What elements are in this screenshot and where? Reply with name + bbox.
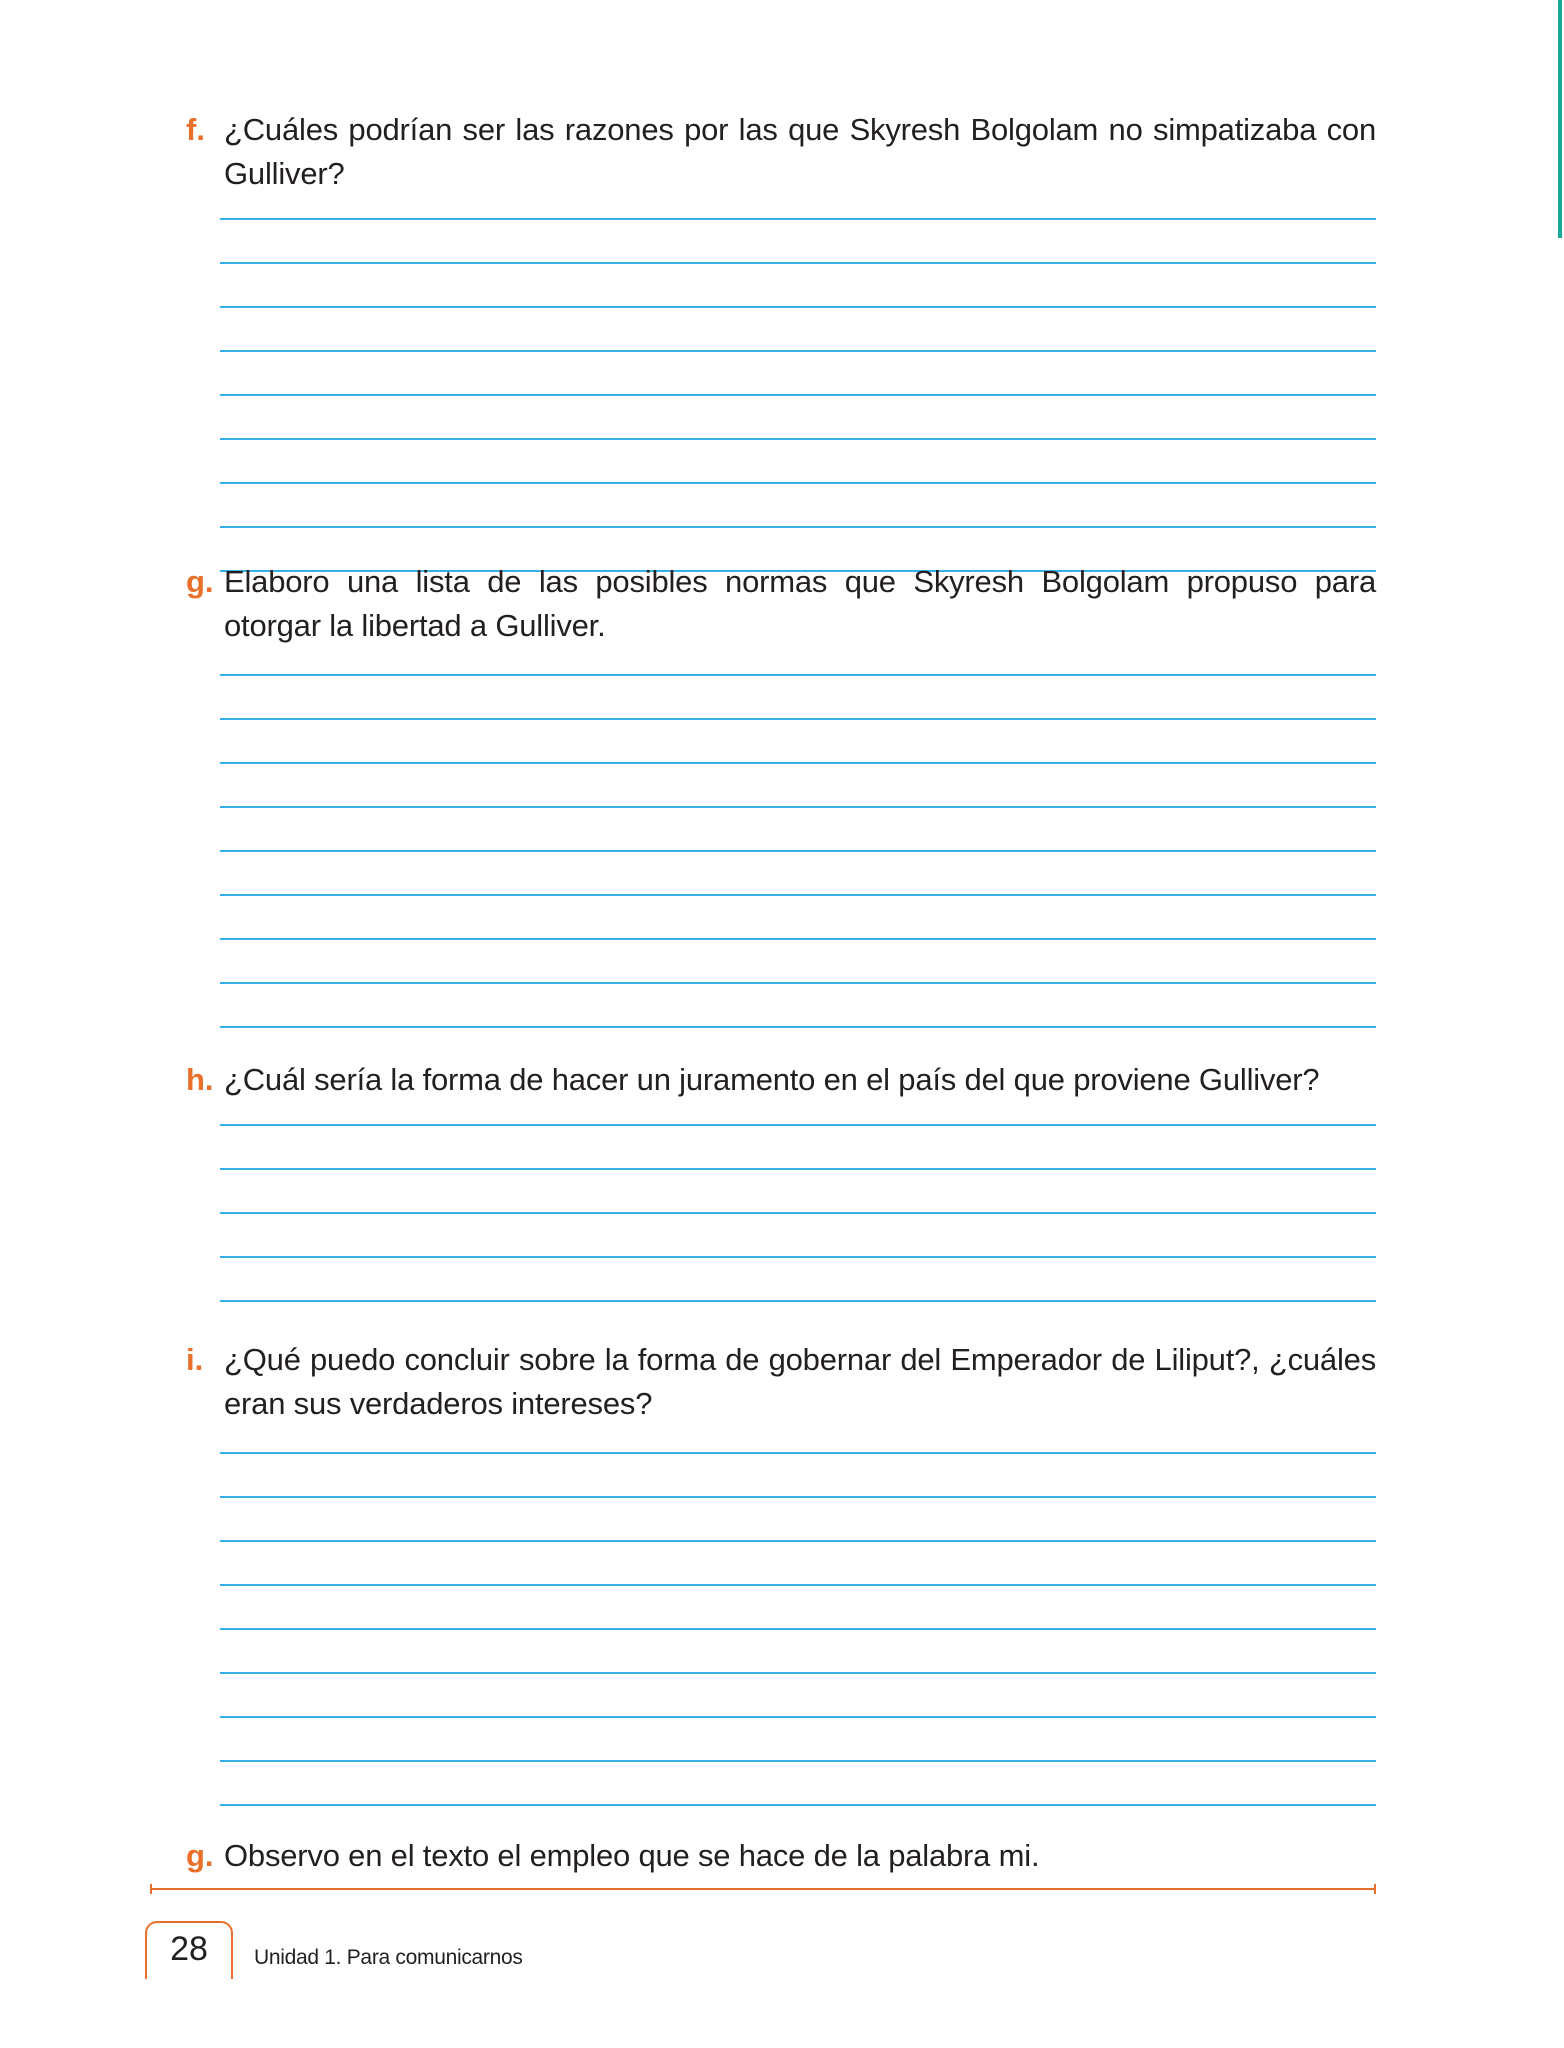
answer-line[interactable] bbox=[220, 262, 1376, 264]
answer-line[interactable] bbox=[220, 1804, 1376, 1806]
answer-line[interactable] bbox=[220, 718, 1376, 720]
answer-line[interactable] bbox=[220, 1212, 1376, 1214]
answer-line[interactable] bbox=[220, 1540, 1376, 1542]
answer-line[interactable] bbox=[220, 1452, 1376, 1454]
answer-line[interactable] bbox=[220, 1672, 1376, 1674]
answer-line[interactable] bbox=[220, 1496, 1376, 1498]
question-letter: f. bbox=[186, 112, 205, 147]
answer-line[interactable] bbox=[220, 1300, 1376, 1302]
question-text: Observo en el texto el empleo que se hace de la palabra mi. bbox=[224, 1838, 1040, 1873]
answer-line[interactable] bbox=[220, 1256, 1376, 1258]
question-text: ¿Qué puedo concluir sobre la forma de gobernar del Emperador de Liliput?, ¿cuáles eran sus verdaderos intereses? bbox=[224, 1342, 1376, 1421]
footer-divider bbox=[150, 1888, 1376, 1890]
answer-line[interactable] bbox=[220, 1628, 1376, 1630]
answer-line[interactable] bbox=[220, 674, 1376, 676]
answer-line[interactable] bbox=[220, 482, 1376, 484]
answer-line[interactable] bbox=[220, 438, 1376, 440]
answer-line[interactable] bbox=[220, 218, 1376, 220]
question-text: Elaboro una lista de las posibles normas que Skyresh Bolgolam propuso para otorgar la libertad a Gulliver. bbox=[224, 564, 1376, 643]
answer-lines[interactable] bbox=[220, 218, 1376, 572]
answer-line[interactable] bbox=[220, 806, 1376, 808]
edge-accent-bar bbox=[1558, 0, 1562, 238]
question-letter: h. bbox=[186, 1062, 214, 1097]
question-letter: g. bbox=[186, 564, 214, 599]
question-g-second bbox=[186, 1834, 1376, 1878]
answer-line[interactable] bbox=[220, 306, 1376, 308]
answer-lines[interactable] bbox=[220, 674, 1376, 1028]
answer-line[interactable] bbox=[220, 394, 1376, 396]
answer-line[interactable] bbox=[220, 1026, 1376, 1028]
question-f bbox=[186, 108, 1376, 572]
answer-line[interactable] bbox=[220, 1760, 1376, 1762]
question-letter: g. bbox=[186, 1838, 214, 1873]
question-text: ¿Cuáles podrían ser las razones por las que Skyresh Bolgolam no simpatizaba con Gulliver? bbox=[224, 112, 1376, 191]
answer-lines[interactable] bbox=[220, 1452, 1376, 1806]
answer-line[interactable] bbox=[220, 1124, 1376, 1126]
answer-line[interactable] bbox=[220, 894, 1376, 896]
page-number-tab bbox=[145, 1921, 233, 1979]
answer-line[interactable] bbox=[220, 526, 1376, 528]
question-text: ¿Cuál sería la forma de hacer un juramento en el país del que proviene Gulliver? bbox=[224, 1062, 1320, 1097]
footer-unit-title: Unidad 1. Para comunicarnos bbox=[254, 1946, 523, 1969]
answer-line[interactable] bbox=[220, 1584, 1376, 1586]
question-letter: i. bbox=[186, 1342, 204, 1377]
answer-line[interactable] bbox=[220, 350, 1376, 352]
answer-line[interactable] bbox=[220, 762, 1376, 764]
question-g bbox=[186, 560, 1376, 1028]
question-h bbox=[186, 1058, 1376, 1302]
page-number: 28 bbox=[170, 1930, 208, 1968]
answer-line[interactable] bbox=[220, 982, 1376, 984]
question-i bbox=[186, 1338, 1376, 1806]
answer-line[interactable] bbox=[220, 938, 1376, 940]
answer-line[interactable] bbox=[220, 850, 1376, 852]
answer-line[interactable] bbox=[220, 1716, 1376, 1718]
answer-lines[interactable] bbox=[220, 1124, 1376, 1302]
answer-line[interactable] bbox=[220, 1168, 1376, 1170]
